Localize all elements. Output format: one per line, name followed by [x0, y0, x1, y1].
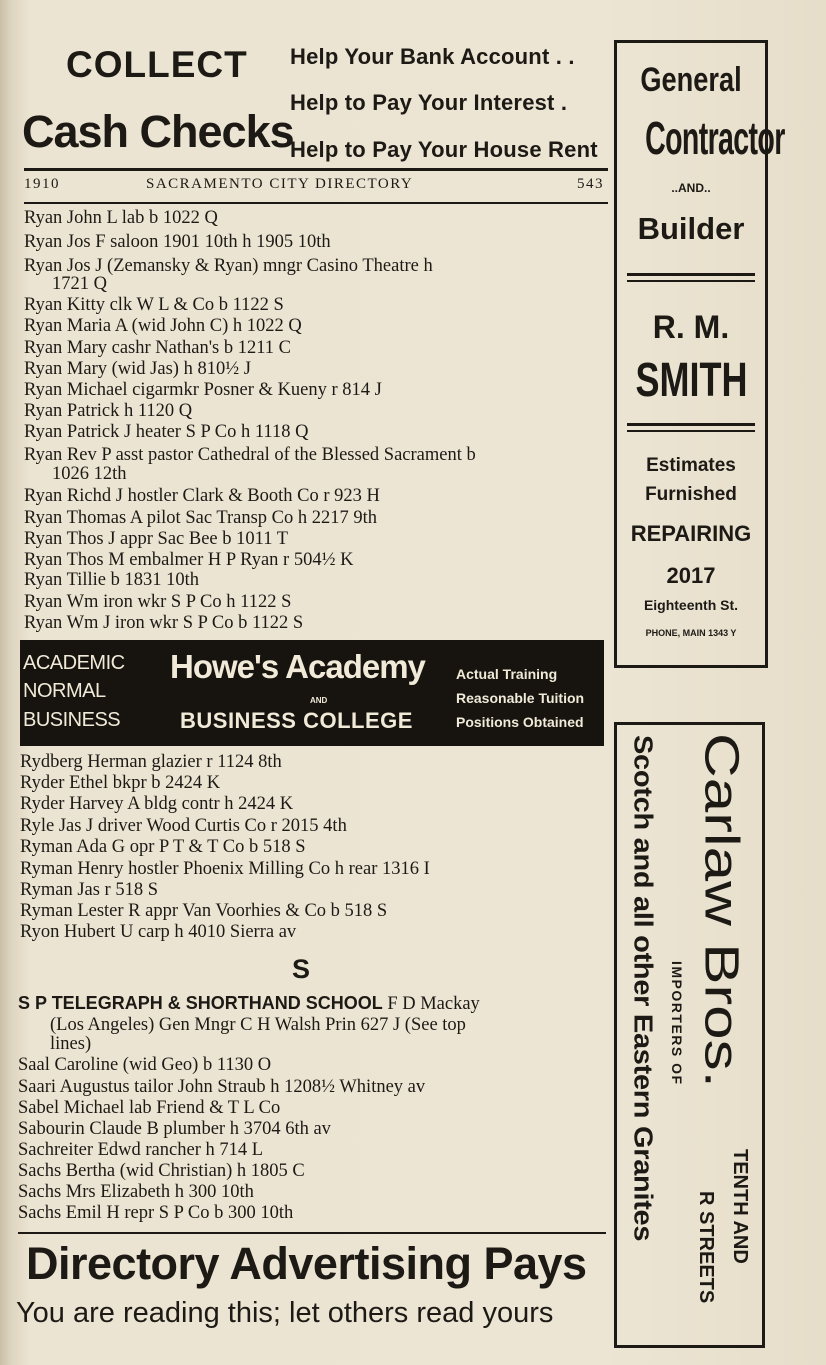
listing-entry: Ryan Wm iron wkr S P Co h 1122 S	[24, 592, 292, 612]
smith-name: SMITH	[635, 354, 748, 407]
howe-and: AND	[310, 696, 328, 705]
carlaw-corner-2: R STREETS	[695, 1191, 717, 1304]
listing-entry: Ryan Jos J (Zemansky & Ryan) mngr Casino Theatre h	[24, 256, 433, 276]
smith-contractor-ad	[614, 40, 785, 668]
listing-entry-cont: (Los Angeles) Gen Mngr C H Walsh Prin 627 J (See top	[50, 1015, 466, 1035]
smith-phone: PHONE, MAIN 1343 Y	[645, 628, 737, 638]
carlaw-importers: IMPORTERS OF	[669, 961, 685, 1086]
listing-entry: Ryan Mary (wid Jas) h 810½ J	[24, 359, 251, 379]
listing-entry: Ryan Maria A (wid John C) h 1022 Q	[24, 316, 302, 336]
listing-entry: Ryan Tillie b 1831 10th	[24, 570, 200, 590]
howe-right-1: Actual Training	[456, 666, 558, 682]
listing-entry: Saari Augustus tailor John Straub h 1208½ Whitney av	[18, 1077, 426, 1097]
smith-number: 2017	[666, 563, 716, 588]
howe-left-3: BUSINESS	[23, 709, 121, 731]
listing-entry: Ryan Kitty clk W L & Co b 1122 S	[24, 295, 284, 315]
listing-entry: Sachs Mrs Elizabeth h 300 10th	[18, 1182, 254, 1202]
collect-heading: COLLECT	[66, 44, 248, 85]
smith-rule	[627, 430, 755, 432]
listing-entry: Rydberg Herman glazier r 1124 8th	[20, 752, 282, 772]
listing-entry: Ryman Lester R appr Van Voorhies & Co b 518 S	[20, 901, 388, 921]
listing-entry: Ryman Ada G opr P T & T Co b 518 S	[20, 837, 306, 857]
help-line-3: Help to Pay Your House Rent	[290, 137, 598, 162]
carlaw-name: Carlaw Bros.	[694, 733, 749, 1088]
section-letter: S	[292, 954, 311, 984]
help-line-1: Help Your Bank Account . .	[290, 44, 575, 69]
sp-school-name: S P TELEGRAPH & SHORTHAND SCHOOL	[18, 993, 383, 1013]
smith-contractor: Contractor	[645, 112, 785, 164]
running-head-rule	[24, 202, 608, 204]
carlaw-bros-ad	[614, 722, 765, 1348]
listing-entry: Ryman Henry hostler Phoenix Milling Co h rear 1316 I	[20, 859, 430, 879]
listing-entry-cont: 1026 12th	[52, 464, 127, 484]
listing-entry: Sachs Emil H repr S P Co b 300 10th	[18, 1203, 294, 1223]
running-head-title: SACRAMENTO CITY DIRECTORY	[146, 176, 414, 192]
listing-entry: Ryan Wm J iron wkr S P Co b 1122 S	[24, 613, 304, 633]
listing-entry: Ryan Thomas A pilot Sac Transp Co h 2217 9th	[24, 508, 378, 528]
smith-and: ..AND..	[671, 181, 711, 195]
directory-advertising-tagline: You are reading this; let others read yours	[16, 1297, 554, 1329]
listing-entry: Ryon Hubert U carp h 4010 Sierra av	[20, 922, 297, 942]
listing-entry: Ryan Patrick J heater S P Co h 1118 Q	[24, 422, 309, 442]
bottom-ad-rule	[18, 1232, 606, 1234]
listing-entry: Ryan Jos F saloon 1901 10th h 1905 10th	[24, 232, 331, 252]
listing-entry: Ryan Thos M embalmer H P Ryan r 504½ K	[24, 550, 354, 570]
listing-entry-cont: 1721 Q	[52, 274, 107, 294]
directory-advertising-headline: Directory Advertising Pays	[26, 1238, 587, 1289]
smith-street: Eighteenth St.	[643, 597, 739, 613]
smith-general: General	[640, 61, 742, 99]
listing-entry: Ryan Thos J appr Sac Bee b 1011 T	[24, 529, 289, 549]
listing-entry: Ryan Michael cigarmkr Posner & Kueny r 814 J	[24, 380, 382, 400]
listing-entry: Sabourin Claude B plumber h 3704 6th av	[18, 1119, 331, 1139]
listing-entry-cont: lines)	[50, 1034, 92, 1054]
running-head-page: 543	[577, 176, 604, 192]
howe-right-3: Positions Obtained	[456, 714, 584, 730]
howe-subtitle: BUSINESS COLLEGE	[180, 708, 413, 733]
listing-entry: Sabel Michael lab Friend & T L Co	[18, 1098, 281, 1118]
cash-checks-heading: Cash Checks	[22, 106, 294, 157]
howe-title: Howe's Academy	[170, 648, 425, 685]
running-head-year: 1910	[24, 176, 60, 192]
listing-entry: Ryan Rev P asst pastor Cathedral of the Blessed Sacrament b	[24, 445, 476, 465]
howe-left-1: ACADEMIC	[23, 652, 125, 674]
carlaw-corner-1: TENTH AND	[729, 1149, 751, 1264]
smith-repairing: REPAIRING	[630, 521, 752, 546]
listing-entry: Ryder Harvey A bldg contr h 2424 K	[20, 794, 294, 814]
smith-builder: Builder	[637, 211, 745, 246]
smith-furnished: Furnished	[645, 484, 737, 505]
listing-entry: Sachreiter Edwd rancher h 714 L	[18, 1140, 264, 1160]
sp-school-entry	[18, 993, 480, 1015]
howe-right-2: Reasonable Tuition	[456, 690, 585, 706]
smith-rule	[627, 423, 755, 426]
sp-school-rest: F D Mackay	[382, 994, 480, 1014]
listing-entry: Sachs Bertha (wid Christian) h 1805 C	[18, 1161, 305, 1181]
smith-rule	[627, 280, 755, 282]
listing-entry: Ryan John L lab b 1022 Q	[24, 208, 218, 228]
listing-entry: Ryan Mary cashr Nathan's b 1211 C	[24, 338, 292, 358]
smith-initials: R. M.	[652, 309, 730, 345]
listing-entry: Ryle Jas J driver Wood Curtis Co r 2015 4th	[20, 816, 347, 836]
listing-entry: Ryman Jas r 518 S	[20, 880, 159, 900]
carlaw-product: Scotch and all other Eastern Granites	[628, 735, 657, 1242]
howes-academy-ad	[20, 640, 604, 746]
listing-entry: Ryder Ethel bkpr b 2424 K	[20, 773, 221, 793]
listing-entry: Ryan Richd J hostler Clark & Booth Co r 923 H	[24, 486, 380, 506]
header-rule	[24, 168, 608, 171]
smith-rule	[627, 273, 755, 276]
listing-entry: Saal Caroline (wid Geo) b 1130 O	[18, 1055, 272, 1075]
smith-estimates: Estimates	[646, 455, 736, 476]
howe-left-2: NORMAL	[23, 680, 106, 702]
listing-entry: Ryan Patrick h 1120 Q	[24, 401, 193, 421]
help-line-2: Help to Pay Your Interest .	[290, 90, 568, 115]
